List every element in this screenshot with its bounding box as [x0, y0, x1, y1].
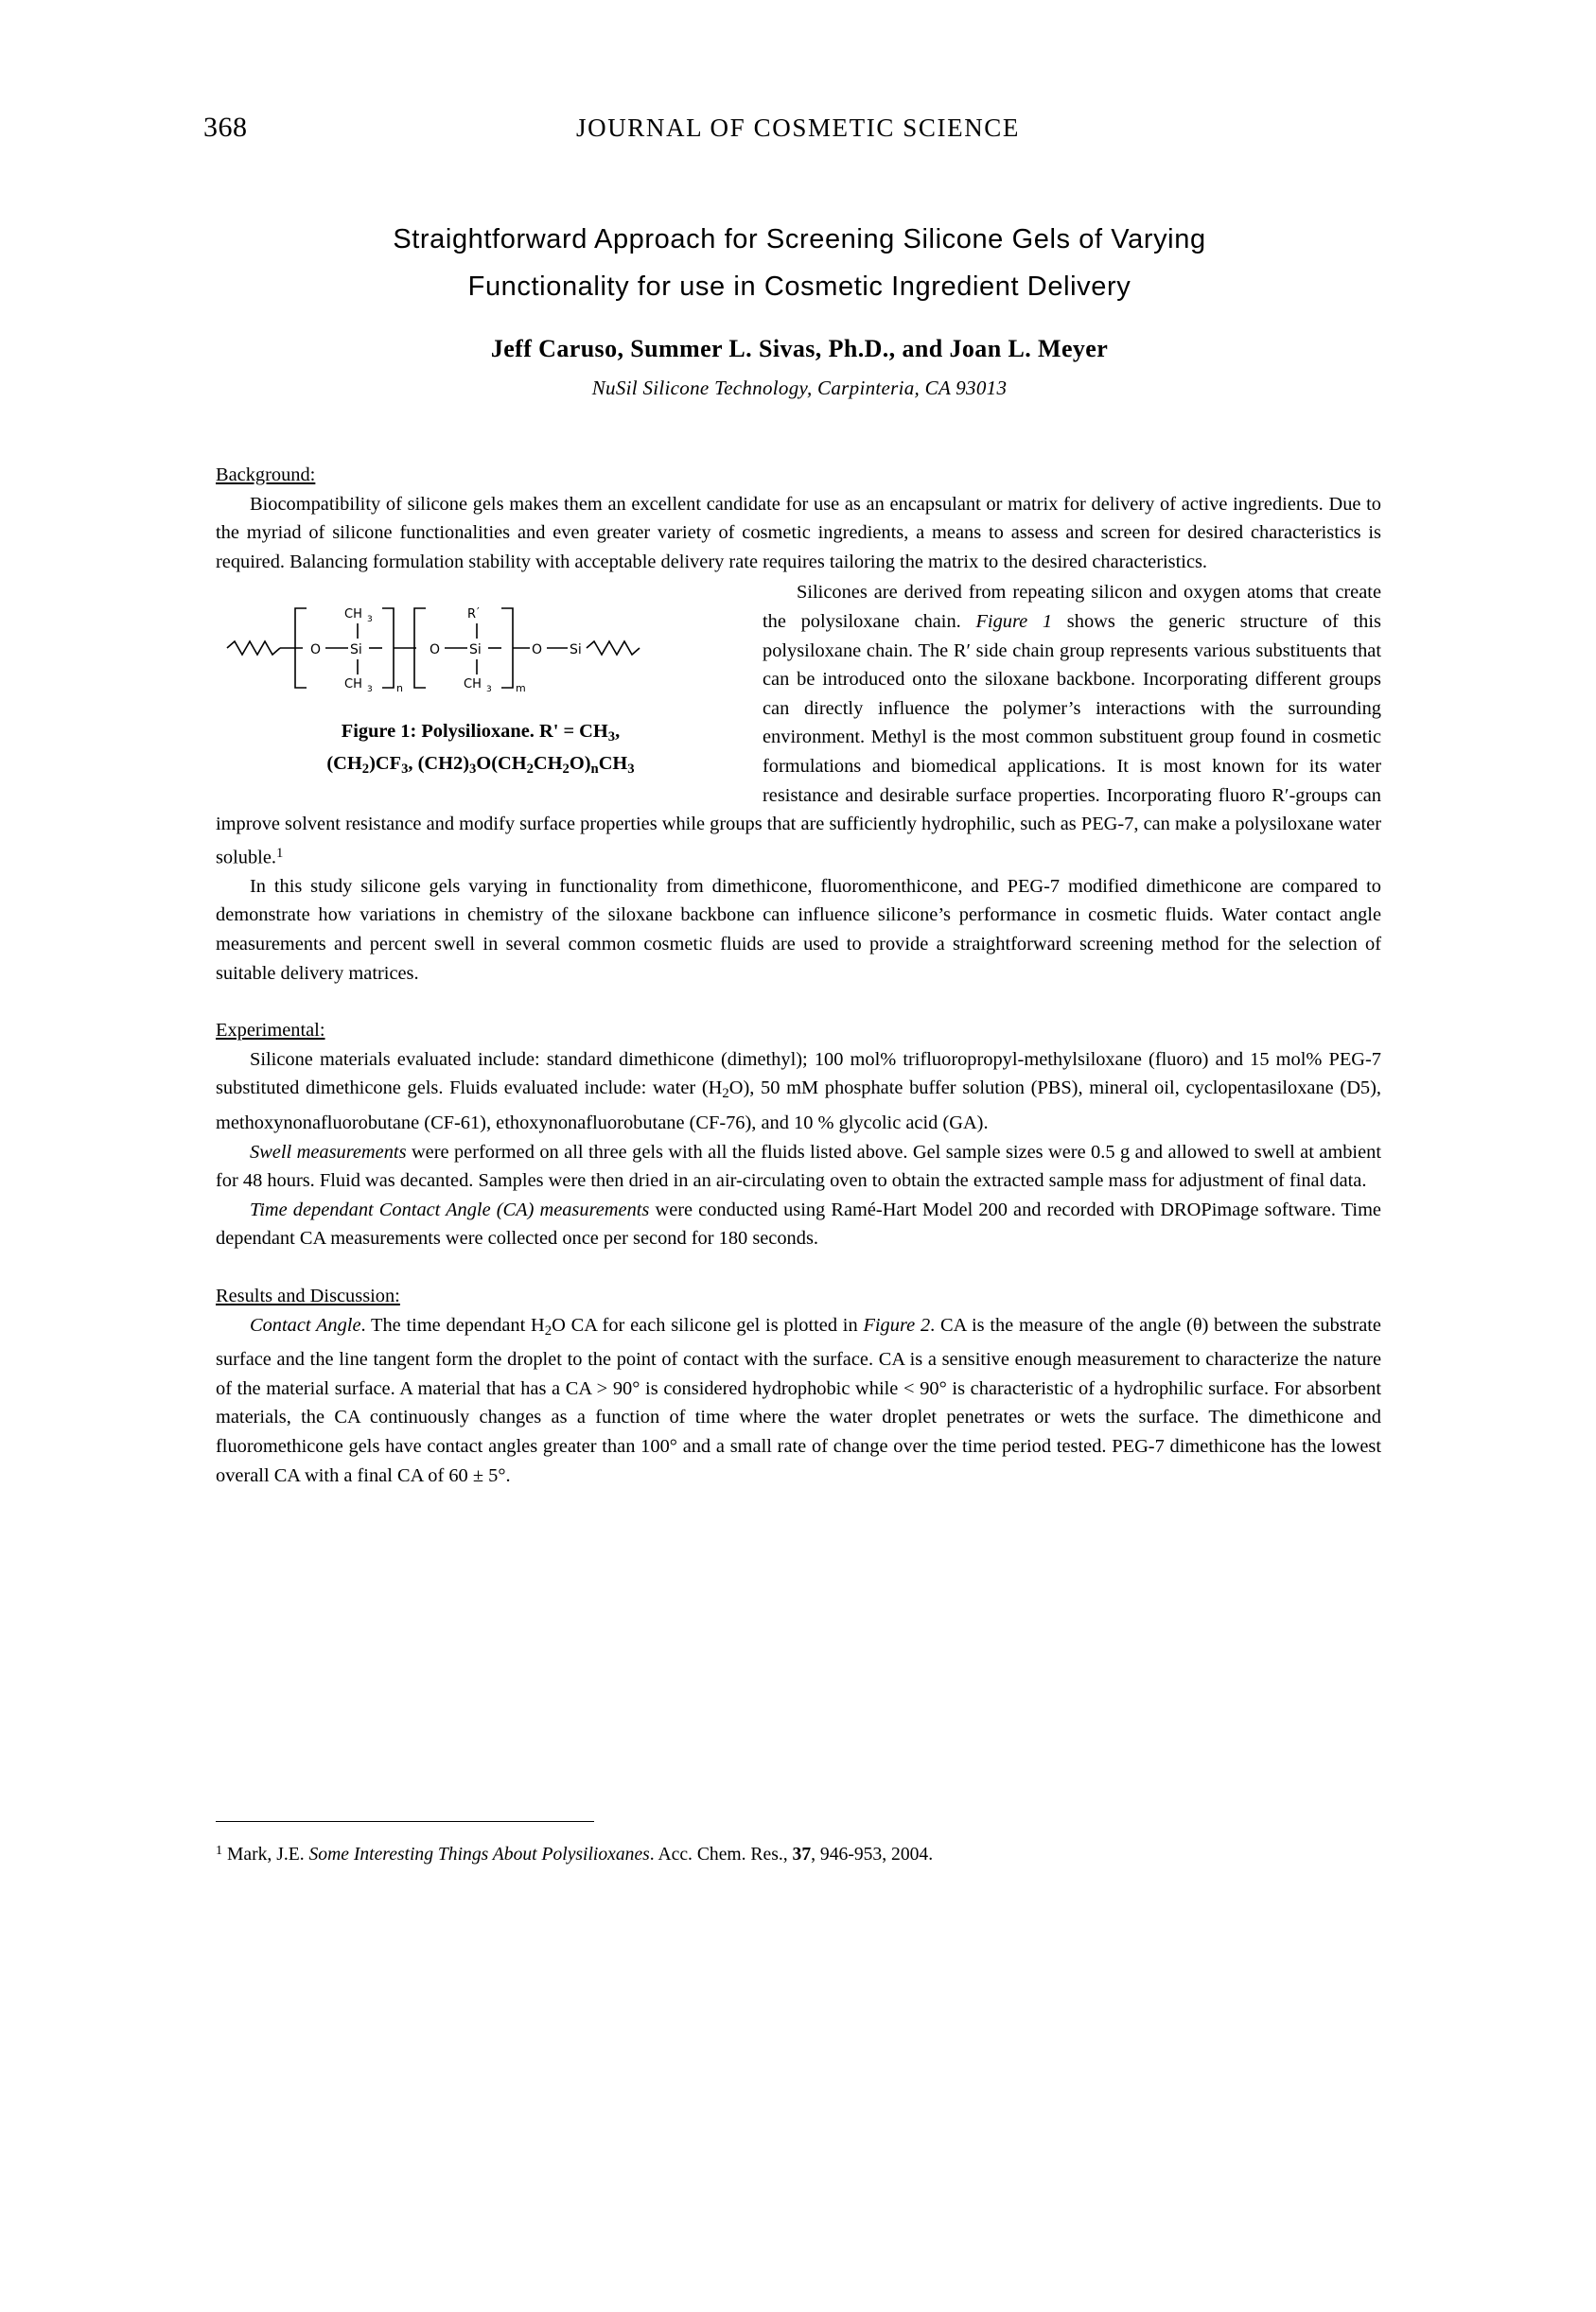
figure-caption-line-2-d: O(CH: [476, 753, 527, 775]
svg-text:Si: Si: [570, 642, 582, 658]
res1-sub: 2: [544, 1322, 552, 1339]
footnote-rest: . Acc. Chem. Res.,: [649, 1845, 793, 1865]
section-heading-background: Background:: [216, 464, 316, 485]
exp2-lead-italic: Swell measurements: [250, 1141, 407, 1163]
section-heading-results: Results and Discussion:: [216, 1286, 400, 1306]
figure-caption-line-2-b: )CF: [369, 753, 402, 775]
figure-caption-line-2-a: (CH: [326, 753, 362, 775]
figure-caption-line-1-a: Figure 1: Polysilioxane. R' = CH: [341, 721, 608, 743]
res1-figure-ref: Figure 2: [863, 1314, 931, 1336]
article-body: [216, 461, 1381, 1490]
res1-a: . The time dependant H: [360, 1314, 545, 1336]
figure-caption-line-1-end: ,: [615, 721, 621, 743]
figure-caption-line-2-g: CH: [598, 753, 628, 775]
paper-title: [180, 216, 1419, 310]
footnote-pages: , 946-953, 2004.: [811, 1845, 934, 1865]
svg-text:3: 3: [367, 615, 373, 625]
author-list: Jeff Caruso, Summer L. Sivas, Ph.D., and Joan L. Meyer: [490, 335, 1109, 362]
footnote-title: Some Interesting Things About Polysilioxanes: [308, 1845, 650, 1865]
background-paragraph-1: Biocompatibility of silicone gels makes them an excellent candidate for use as an encapsulant or matrix for delivery of active ingredients. Due to the myriad of silicone functionalities and even greater variety of cosmetic ingredients, a means to assess and screen for desired characteristics is required. Balancing formulation stability with acceptable delivery rate requires tailoring the matrix to the desired characteristics.: [216, 493, 1381, 572]
spacer-before-experimental: [216, 988, 1381, 1016]
background-paragraph-3: In this study silicone gels varying in functionality from dimethicone, fluoromenthicone, and PEG-7 modified dimethicone are compared to demonstrate how variations in chemistry of the siloxane backbone can influence silicone’s performance in cosmetic fluids. Water contact angle measurements and percent swell in several common cosmetic fluids are used to provide a straightforward screening method for the selection of suitable delivery matrices.: [216, 875, 1381, 984]
res1-c: . CA is the measure of the angle (θ) between the substrate surface and the line tangent form the droplet to the point of contact with the surface. CA is a sensitive enough measurement to characterize the nature of the material surface. A material that has a CA > 90° is considered hydrophobic while < 90° is characteristic of a hydrophilic surface. For absorbent materials, the CA continuously changes as a function of time where the water droplet penetrates or wets the surface. The dimethicone and fluoromethicone gels have contact angles greater than 100° and a small rate of change over the time period tested. PEG-7 dimethicone has the lowest overall CA with a final CA of 60 ± 5°.: [216, 1314, 1381, 1486]
svg-text:CH: CH: [344, 607, 362, 622]
footnote-rule: [216, 1821, 594, 1822]
svg-text:CH: CH: [464, 677, 482, 692]
figure-caption-sub-7: 3: [627, 762, 635, 778]
section-heading-experimental: Experimental:: [216, 1020, 325, 1042]
figure-caption-sub-4: 2: [526, 762, 534, 778]
exp1-a: Silicone materials evaluated include: standard dimethicone (dimethyl); 100 mol% trifluoropropyl-methylsiloxane (fluoro) and 15 mol% PEG-7 substituted dimethicone gels. Fluids evaluated include: water (H: [216, 1048, 1381, 1099]
figure-caption-sub-3: 3: [468, 762, 477, 778]
svg-text:Si: Si: [350, 642, 362, 658]
figure-caption-sub-5: 2: [562, 762, 570, 778]
journal-title: JOURNAL OF COSMETIC SCIENCE: [576, 114, 1020, 142]
svg-text:3: 3: [486, 685, 492, 695]
exp3-lead-italic: Time dependant Contact Angle (CA) measurements: [250, 1199, 650, 1220]
affiliation: NuSil Silicone Technology, Carpinteria, CA 93013: [591, 377, 1008, 399]
page-number: 368: [203, 112, 248, 143]
footnote-number: 1: [216, 1843, 223, 1858]
figure-caption-line-2-e: CH: [533, 753, 563, 775]
experimental-paragraph-3: [216, 1196, 1381, 1253]
figure-text-wrap: [216, 578, 1381, 988]
svg-text:3: 3: [367, 685, 373, 695]
exp1-sub: 2: [722, 1086, 729, 1102]
paper-title-line-2: Functionality for use in Cosmetic Ingredient Delivery: [467, 271, 1131, 302]
res1-b: O CA for each silicone gel is plotted in: [552, 1314, 864, 1336]
res1-lead-italic: Contact Angle: [250, 1314, 361, 1336]
figure-caption-line-1-sub: 3: [607, 729, 616, 745]
figure-1: [216, 589, 745, 782]
footnote-author: Mark, J.E.: [222, 1845, 309, 1865]
figure-caption-line-2-c: , (CH2): [408, 753, 469, 775]
svg-text:O: O: [430, 642, 441, 658]
figure-caption-sub-2: 3: [401, 762, 409, 778]
svg-text:m: m: [516, 682, 526, 695]
footnote-block: [216, 1821, 1381, 1868]
svg-text:Si: Si: [469, 642, 482, 658]
title-block: [180, 216, 1419, 400]
footnote-1: [216, 1837, 1381, 1868]
spacer-before-results: [216, 1253, 1381, 1282]
footnote-volume: 37: [792, 1845, 812, 1865]
figure-caption-sub-1: 2: [361, 762, 370, 778]
footnote-marker-inline: 1: [276, 845, 284, 861]
running-head: [0, 112, 1596, 149]
figure-caption-line-2-f: O): [569, 753, 591, 775]
bg2-b: shows the generic structure of this polysiloxane chain. The R′ side chain group represents various substituents that can be introduced onto the siloxane backbone. Incorporating different groups can directly influence the polymer’s interactions with the surrounding environment. Methyl is the most common substituent group found in cosmetic formulations and biomedical applications. It is most known for its water resistance and desirable surface properties. Incorporating fluoro R′-groups can improve solvent resistance and modify surface properties while groups that are sufficiently hydrophilic, such as PEG-7, can make a polysiloxane water soluble.: [216, 610, 1381, 868]
figure-caption-sub-6: n: [590, 762, 599, 778]
polysiloxane-structure-diagram: [216, 589, 745, 703]
experimental-paragraph-2: [216, 1138, 1381, 1196]
svg-text:O: O: [310, 642, 322, 658]
svg-text:R: R: [467, 607, 477, 622]
exp3-text: were conducted using Ramé-Hart Model 200 and recorded with DROPimage software. Time dependant CA measurements were collected once per second for 180 seconds.: [216, 1199, 1381, 1250]
bg2-figure-ref: Figure 1: [975, 610, 1053, 632]
paper-title-line-1: Straightforward Approach for Screening Silicone Gels of Varying: [393, 224, 1206, 254]
svg-text:′: ′: [477, 605, 480, 620]
experimental-paragraph-1: [216, 1045, 1381, 1138]
svg-text:n: n: [396, 682, 403, 695]
svg-text:CH: CH: [344, 677, 362, 692]
results-paragraph-1: [216, 1311, 1381, 1491]
svg-text:O: O: [532, 642, 543, 658]
bg2-a: Silicones are derived from repeating silicon and oxygen atoms that create the polysiloxane chain.: [763, 582, 1381, 632]
exp2-text: were performed on all three gels with all the fluids listed above. Gel sample sizes were 0.5 g and allowed to swell at ambient for 48 hours. Fluid was decanted. Samples were then dried in an air-circulating oven to obtain the extracted sample mass for adjustment of final data.: [216, 1141, 1381, 1192]
exp1-b: O), 50 mM phosphate buffer solution (PBS), mineral oil, cyclopentasiloxane (D5), methoxynonafluorobutane (CF-61), ethoxynonafluorobutane (CF-76), and 10 % glycolic acid (GA).: [216, 1077, 1381, 1134]
figure-1-caption: [216, 718, 745, 782]
